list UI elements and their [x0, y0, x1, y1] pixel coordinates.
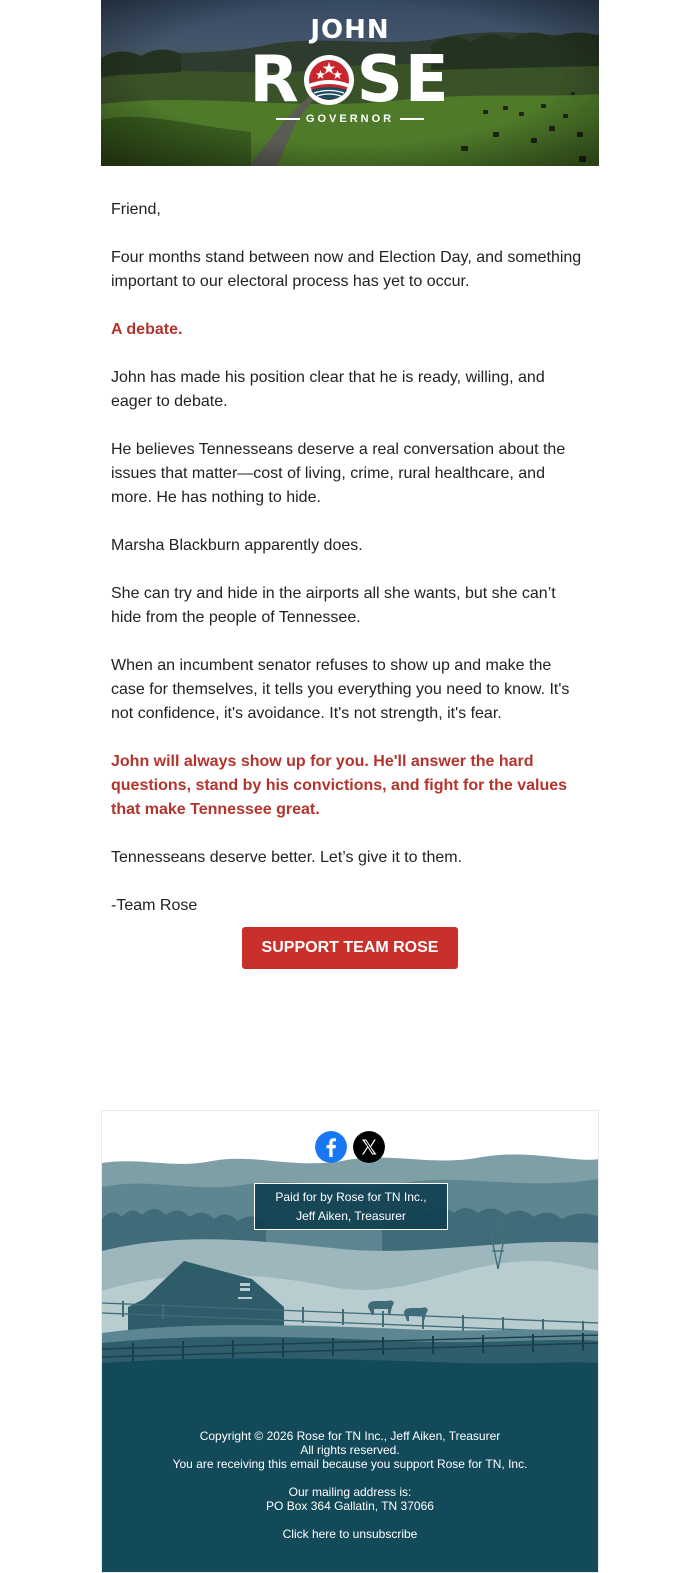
- spacer: [102, 1513, 598, 1527]
- paragraph-blackburn: Marsha Blackburn apparently does.: [111, 537, 363, 554]
- paid-for-line-2: Jeff Aiken, Treasurer: [296, 1209, 406, 1223]
- email-container: [101, 0, 599, 1541]
- unsubscribe-link[interactable]: Click here to unsubscribe: [282, 1527, 418, 1541]
- copyright-text: Copyright © 2026 Rose for TN Inc., Jeff Aiken, Treasurer: [199, 1429, 501, 1443]
- logo-rule-right: [400, 118, 424, 120]
- paragraph-show-up: John will always show up for you. He'll answer the hard questions, stand by his convictions, and fight for the values that make Tennessee great.: [111, 753, 568, 818]
- social-links: [102, 1131, 598, 1163]
- campaign-logo: [101, 14, 599, 126]
- paragraph-real-conversation: He believes Tennesseans deserve a real conversation about the issues that matter—cost of living, crime, rural healthcare, and more. He has nothing to hide.: [111, 441, 566, 506]
- paragraph-deserve-better: Tennesseans deserve better. Let’s give it to them.: [111, 849, 463, 866]
- paragraph-a-debate: A debate.: [111, 321, 183, 338]
- paragraph-airports: She can try and hide in the airports all she wants, but she can’t hide from the people of Tennessee.: [111, 585, 556, 626]
- footer-legal: [102, 1429, 598, 1541]
- paragraph-election-day: Four months stand between now and Election Day, and something important to our electoral process has yet to occur.: [111, 249, 582, 290]
- logo-rose-left: R: [249, 43, 301, 117]
- logo-rose-right: SE: [356, 43, 451, 117]
- tennessee-stars-emblem-icon: [303, 54, 355, 106]
- paragraph-ready-to-debate: John has made his position clear that he is ready, willing, and eager to debate.: [111, 369, 545, 410]
- logo-john-text: JOHN: [310, 15, 390, 45]
- support-team-rose-button[interactable]: SUPPORT TEAM ROSE: [242, 927, 458, 969]
- cta-wrapper: [111, 927, 589, 969]
- email-body: [101, 166, 599, 969]
- signature: -Team Rose: [111, 897, 198, 914]
- spacer: [102, 1471, 598, 1485]
- footer: [101, 1110, 599, 1573]
- greeting: Friend,: [111, 201, 161, 218]
- x-icon[interactable]: [353, 1131, 385, 1163]
- facebook-icon[interactable]: [315, 1131, 347, 1163]
- receiving-text: You are receiving this email because you support Rose for TN, Inc.: [172, 1457, 528, 1471]
- paid-for-disclaimer: [254, 1183, 448, 1230]
- paragraph-incumbent: When an incumbent senator refuses to show up and make the case for themselves, it tells you everything you need to know. It's not confidence, it's avoidance. It's not strength, it's fear.: [111, 657, 570, 722]
- logo-rose-text: [101, 43, 599, 117]
- rights-text: All rights reserved.: [300, 1443, 400, 1457]
- mailing-address: PO Box 364 Gallatin, TN 37066: [266, 1499, 434, 1513]
- logo-governor-text: GOVERNOR: [305, 113, 395, 125]
- header-banner: [101, 0, 599, 166]
- logo-governor-line: [101, 112, 599, 126]
- logo-rule-left: [276, 118, 300, 120]
- paid-for-line-1: Paid for by Rose for TN Inc.,: [275, 1190, 427, 1204]
- mailing-label: Our mailing address is:: [288, 1485, 412, 1499]
